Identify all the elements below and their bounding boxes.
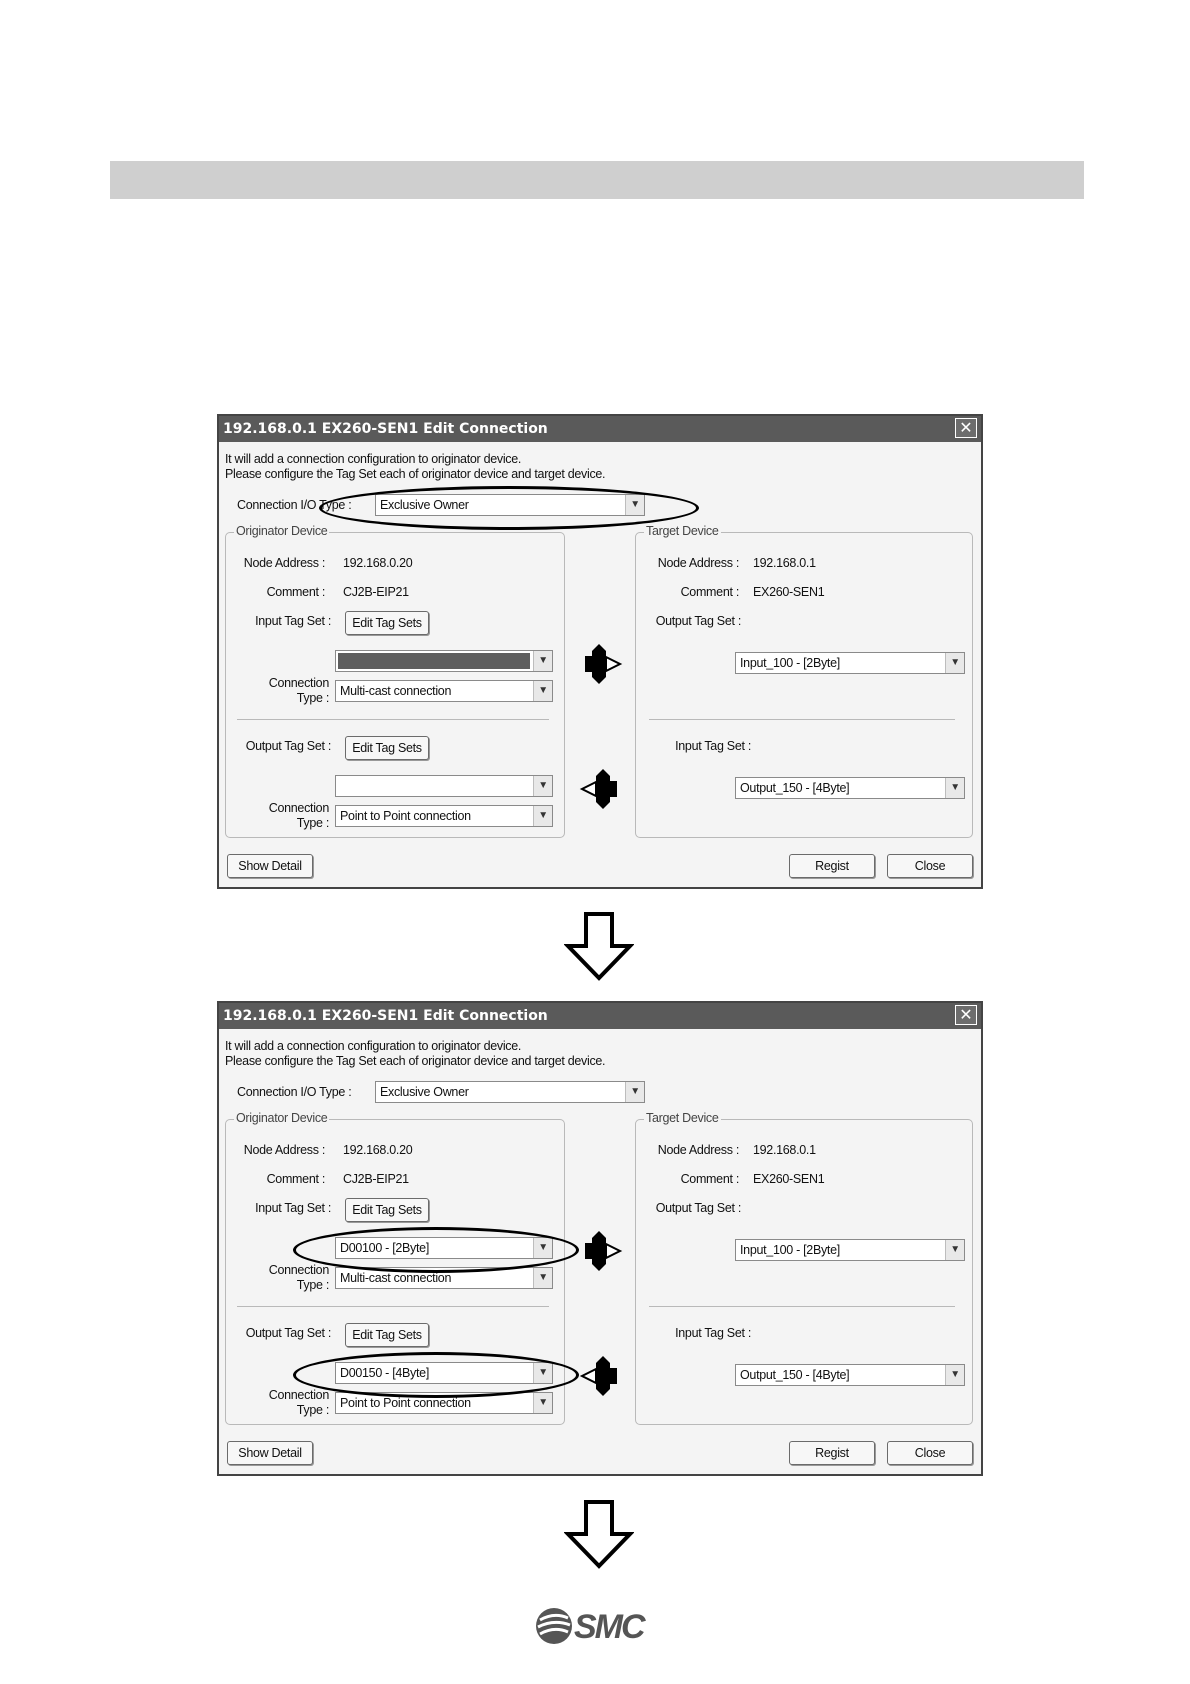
target-node-address-label: Node Address :: [657, 1143, 739, 1157]
connection-arrow-right-icon: [579, 642, 623, 686]
connection-type-label: Connection: [268, 1388, 329, 1402]
dialog-title: 192.168.0.1 EX260-SEN1 Edit Connection: [219, 1003, 981, 1029]
connection-type-label-2: Type :: [296, 1278, 329, 1292]
logo-text: SMC: [574, 1608, 644, 1646]
output-connection-type-select[interactable]: [335, 805, 553, 827]
chevron-down-icon: ▼: [533, 1268, 552, 1288]
chevron-down-icon: ▼: [945, 1365, 964, 1385]
target-comment: EX260-SEN1: [753, 1172, 825, 1186]
highlight-ellipse: [319, 486, 699, 530]
connection-arrow-right-icon: [579, 1229, 623, 1273]
output-connection-type-value: Point to Point connection: [340, 1396, 471, 1410]
connection-arrow-left-icon: [579, 767, 623, 811]
chevron-down-icon: ▼: [945, 778, 964, 798]
edit-tag-sets-button[interactable]: Edit Tag Sets: [345, 736, 429, 760]
target-input-tag-set-select[interactable]: [735, 1364, 965, 1386]
chevron-down-icon: ▼: [533, 1363, 552, 1383]
target-input-tag-set-label: Input Tag Set :: [675, 1326, 751, 1340]
input-connection-type-select[interactable]: [335, 680, 553, 702]
info-line-2: Please configure the Tag Set each of originator device and target device.: [225, 467, 606, 481]
close-button[interactable]: Close: [887, 854, 973, 878]
edit-tag-sets-button[interactable]: Edit Tag Sets: [345, 1198, 429, 1222]
originator-node-address: 192.168.0.20: [343, 556, 413, 570]
target-output-tag-set-select[interactable]: [735, 652, 965, 674]
originator-comment: CJ2B-EIP21: [343, 1172, 409, 1186]
connection-type-label-2: Type :: [296, 1403, 329, 1417]
output-tag-set-label: Output Tag Set :: [245, 1326, 331, 1340]
target-device-legend: Target Device: [646, 524, 719, 538]
connection-io-type-select[interactable]: [375, 1081, 645, 1103]
connection-type-label: Connection: [268, 676, 329, 690]
target-comment: EX260-SEN1: [753, 585, 825, 599]
originator-comment-label: Comment :: [266, 1172, 325, 1186]
connection-io-type-value: Exclusive Owner: [380, 1085, 469, 1099]
output-connection-type-value: Point to Point connection: [340, 809, 471, 823]
chevron-down-icon: ▼: [533, 681, 552, 701]
target-output-tag-set-label: Output Tag Set :: [655, 614, 741, 628]
input-connection-type-value: Multi-cast connection: [340, 684, 452, 698]
chevron-down-icon: ▼: [625, 495, 644, 515]
down-arrow-icon: [564, 912, 634, 982]
target-output-tag-set-value: Input_100 - [2Byte]: [740, 656, 840, 670]
target-node-address-label: Node Address :: [657, 556, 739, 570]
edit-tag-sets-button[interactable]: Edit Tag Sets: [345, 1323, 429, 1347]
regist-button[interactable]: Regist: [789, 1441, 875, 1465]
originator-device-legend: Originator Device: [236, 1111, 328, 1125]
highlight-ellipse: [293, 1352, 579, 1398]
down-arrow-icon: [564, 1500, 634, 1570]
edit-connection-dialog-2: [217, 1001, 983, 1476]
info-line-1: It will add a connection configuration to originator device.: [225, 452, 522, 466]
close-icon[interactable]: ✕: [955, 1005, 977, 1025]
output-tag-set-select[interactable]: [335, 775, 553, 797]
close-button[interactable]: Close: [887, 1441, 973, 1465]
connection-io-type-label: Connection I/O Type :: [237, 498, 352, 512]
originator-device-legend: Originator Device: [236, 524, 328, 538]
chevron-down-icon: ▼: [945, 1240, 964, 1260]
target-output-tag-set-label: Output Tag Set :: [655, 1201, 741, 1215]
originator-node-address: 192.168.0.20: [343, 1143, 413, 1157]
edit-tag-sets-button[interactable]: Edit Tag Sets: [345, 611, 429, 635]
edit-connection-dialog-1: [217, 414, 983, 889]
originator-comment-label: Comment :: [266, 585, 325, 599]
chevron-down-icon: ▼: [533, 651, 552, 671]
show-detail-button[interactable]: Show Detail: [227, 854, 313, 878]
originator-node-address-label: Node Address :: [243, 556, 325, 570]
connection-type-label-2: Type :: [296, 691, 329, 705]
selection-highlight: [338, 653, 530, 669]
chevron-down-icon: ▼: [533, 1238, 552, 1258]
connection-type-label: Connection: [268, 801, 329, 815]
target-input-tag-set-value: Output_150 - [4Byte]: [740, 781, 850, 795]
chevron-down-icon: ▼: [533, 806, 552, 826]
divider: [237, 719, 549, 720]
info-line-1: It will add a connection configuration to originator device.: [225, 1039, 522, 1053]
divider: [649, 719, 955, 720]
input-connection-type-value: Multi-cast connection: [340, 1271, 452, 1285]
target-device-legend: Target Device: [646, 1111, 719, 1125]
target-output-tag-set-select[interactable]: [735, 1239, 965, 1261]
chevron-down-icon: ▼: [625, 1082, 644, 1102]
close-icon[interactable]: ✕: [955, 418, 977, 438]
connection-io-type-value: Exclusive Owner: [380, 498, 469, 512]
target-comment-label: Comment :: [680, 585, 739, 599]
target-node-address: 192.168.0.1: [753, 556, 816, 570]
highlight-ellipse: [293, 1227, 579, 1273]
target-node-address: 192.168.0.1: [753, 1143, 816, 1157]
target-input-tag-set-select[interactable]: [735, 777, 965, 799]
output-tag-set-value: D00150 - [4Byte]: [340, 1366, 430, 1380]
chevron-down-icon: ▼: [533, 776, 552, 796]
input-tag-set-label: Input Tag Set :: [255, 614, 331, 628]
output-tag-set-label: Output Tag Set :: [245, 739, 331, 753]
input-tag-set-label: Input Tag Set :: [255, 1201, 331, 1215]
input-tag-set-select[interactable]: [335, 650, 553, 672]
chevron-down-icon: ▼: [533, 1393, 552, 1413]
section-header-bar: [110, 161, 1084, 199]
originator-comment: CJ2B-EIP21: [343, 585, 409, 599]
regist-button[interactable]: Regist: [789, 854, 875, 878]
smc-logo: [534, 1602, 664, 1650]
chevron-down-icon: ▼: [945, 653, 964, 673]
originator-node-address-label: Node Address :: [243, 1143, 325, 1157]
dialog-title: 192.168.0.1 EX260-SEN1 Edit Connection: [219, 416, 981, 442]
connection-type-label-2: Type :: [296, 816, 329, 830]
target-input-tag-set-value: Output_150 - [4Byte]: [740, 1368, 850, 1382]
show-detail-button[interactable]: Show Detail: [227, 1441, 313, 1465]
divider: [649, 1306, 955, 1307]
connection-type-label: Connection: [268, 1263, 329, 1277]
target-comment-label: Comment :: [680, 1172, 739, 1186]
target-output-tag-set-value: Input_100 - [2Byte]: [740, 1243, 840, 1257]
divider: [237, 1306, 549, 1307]
info-line-2: Please configure the Tag Set each of originator device and target device.: [225, 1054, 606, 1068]
connection-io-type-label: Connection I/O Type :: [237, 1085, 352, 1099]
target-input-tag-set-label: Input Tag Set :: [675, 739, 751, 753]
input-tag-set-value: D00100 - [2Byte]: [340, 1241, 430, 1255]
connection-arrow-left-icon: [579, 1354, 623, 1398]
